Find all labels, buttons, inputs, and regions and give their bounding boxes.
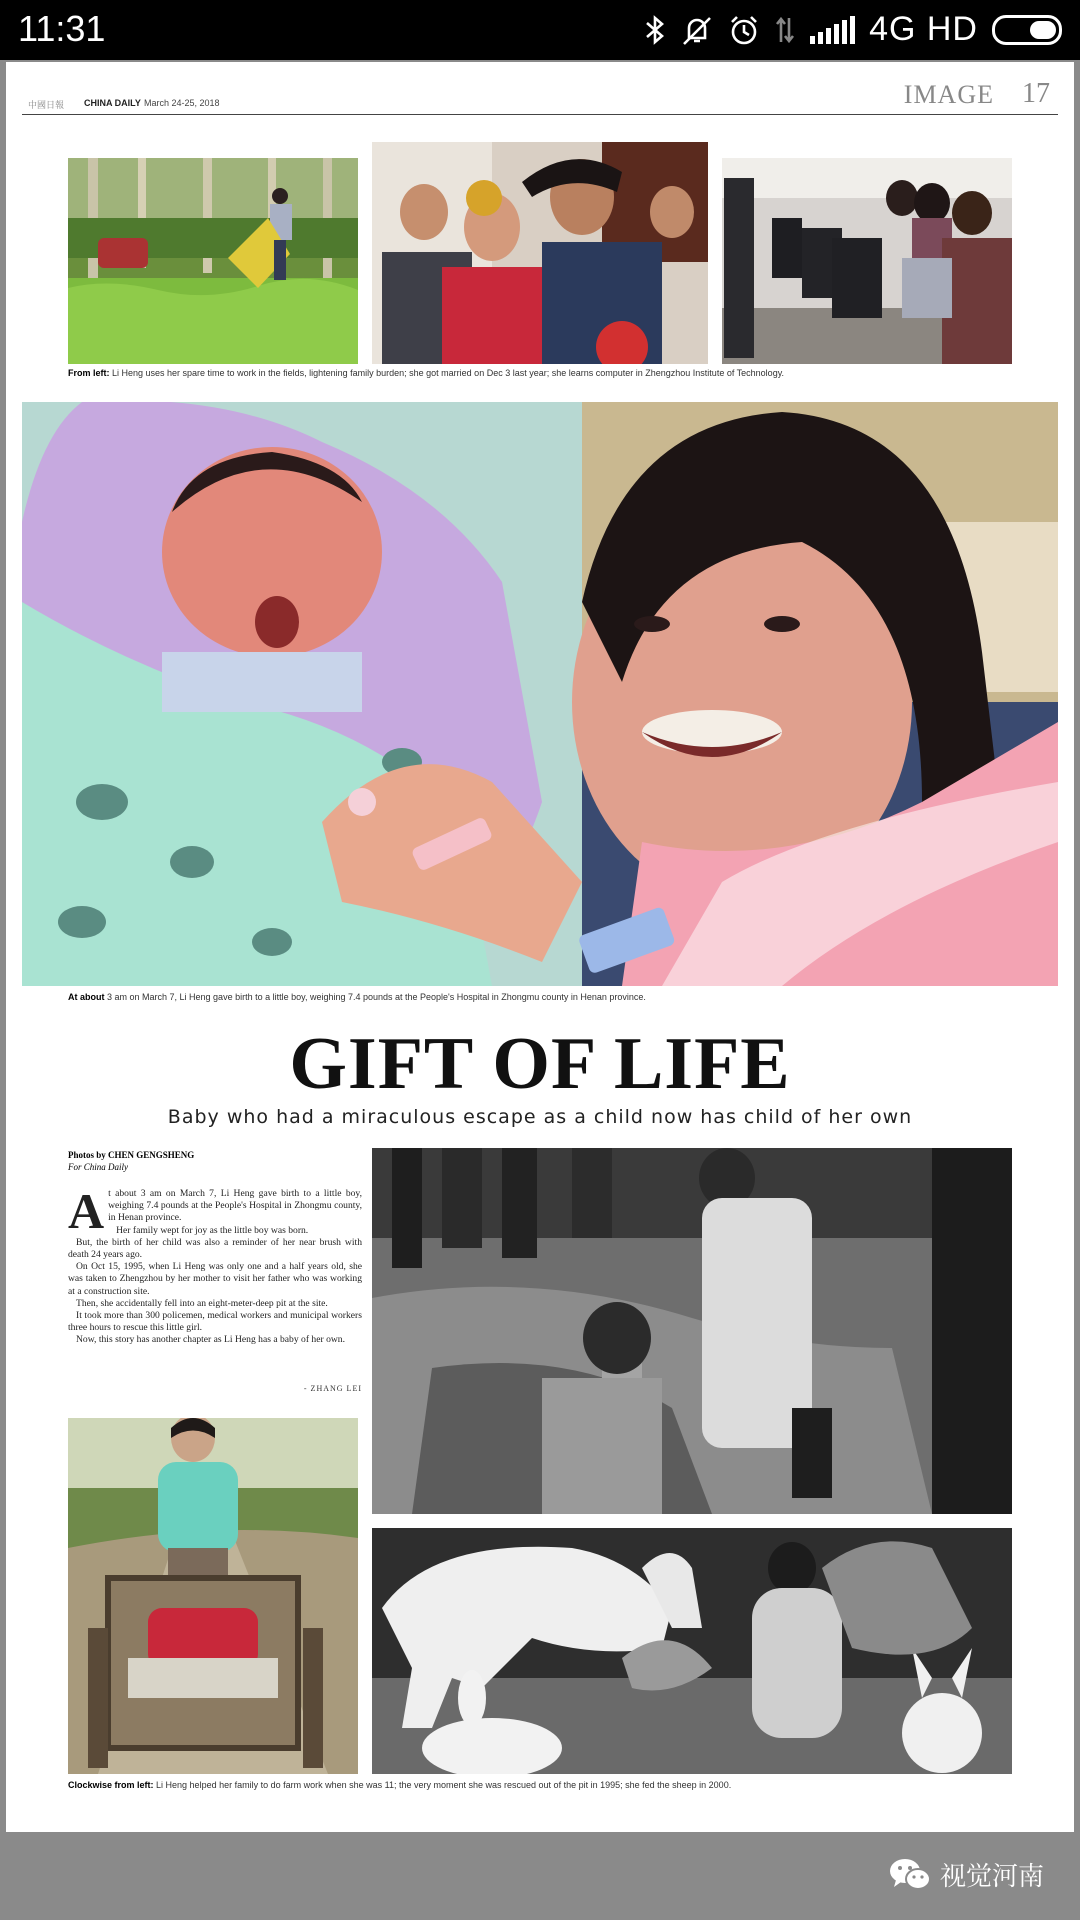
headline: GIFT OF LIFE: [289, 1023, 791, 1105]
bluetooth-icon: [644, 14, 666, 46]
story-paragraph: Her family wept for joy as the little boy was born.: [116, 1224, 309, 1236]
story-paragraph: Then, she accidentally fell into an eight-meter-deep pit at the site.: [76, 1297, 328, 1309]
page-number: 17: [1022, 78, 1050, 109]
status-icons: [644, 10, 1062, 49]
battery-icon: [992, 15, 1062, 45]
caption-text: Li Heng uses her spare time to work in the fields, lightening family burden; she got married on Dec 3 last year; she learns computer in Zhengzhou Institute of Technology.: [109, 368, 785, 378]
bottom-photos-caption: [68, 1780, 1018, 1790]
issue-date: March 24-25, 2018: [144, 98, 220, 108]
watermark-text: 视觉河南: [939, 1862, 1044, 1892]
caption-lead: From left:: [68, 368, 110, 378]
drop-cap: A: [68, 1183, 105, 1239]
story-paragraph: On Oct 15, 1995, when Li Heng was only one and a half years old, she was taken to Zhengzhou by her mother to visit her father who was working at a construction site.: [68, 1261, 362, 1297]
newspaper-page: [6, 62, 1074, 1832]
top-photos-caption: [68, 368, 1018, 378]
subhead: Baby who had a miraculous escape as a child now has child of her own: [167, 1106, 913, 1128]
story-paragraph: It took more than 300 policemen, medical workers and municipal workers three hours to rescue this little girl.: [68, 1310, 362, 1334]
signal-icon: [810, 16, 855, 44]
paper-name: CHINA DAILY: [84, 98, 141, 108]
clock: 11:31: [18, 8, 106, 49]
story-paragraph: But, the birth of her child was also a reminder of her near brush with death 24 years ago.: [68, 1236, 362, 1261]
alarm-icon: [728, 14, 760, 46]
mute-icon: [680, 14, 714, 46]
photo-feeding-sheep: [372, 1528, 1012, 1774]
wechat-icon: [888, 1857, 932, 1893]
status-bar: [0, 0, 1080, 60]
photo-farm-cart: [68, 1418, 358, 1774]
story-paragraph: Now, this story has another chapter as Li Heng has a baby of her own.: [76, 1334, 345, 1346]
section-name: IMAGE: [903, 80, 994, 109]
photo-mother-and-newborn: [22, 402, 1058, 986]
story-paragraph: t about 3 am on March 7, Li Heng gave birth to a little boy, weighing 7.4 pounds at the People's Hospital in Zhongmu county, in Henan province.: [108, 1188, 362, 1224]
photographer-credit: Photos by CHEN GENGSHENG: [68, 1150, 195, 1160]
caption-lead: At about: [68, 992, 105, 1002]
caption-lead: Clockwise from left:: [68, 1780, 154, 1790]
chinese-paper-name: 中國日報: [28, 101, 65, 111]
network-label: 4G HD: [869, 10, 978, 48]
publication-credit: For China Daily: [68, 1162, 128, 1172]
photo-pit-rescue: [372, 1148, 1012, 1514]
photo-field-work: [68, 158, 358, 364]
data-arrows-icon: [774, 14, 796, 46]
story-text: [68, 1183, 362, 1347]
main-photo-caption: [68, 992, 1018, 1002]
photo-wedding: [372, 142, 708, 364]
caption-text: 3 am on March 7, Li Heng gave birth to a little boy, weighing 7.4 pounds at the People's Hospital in Zhongmu county in Henan province.: [104, 992, 646, 1002]
watermark: [888, 1856, 1044, 1893]
caption-text: Li Heng helped her family to do farm work when she was 11; the very moment she was rescued out of the pit in 1995; she fed the sheep in 2000.: [153, 1780, 732, 1790]
photo-computer-class: [722, 158, 1012, 364]
byline: [68, 1150, 194, 1172]
story-author: - ZHANG LEI: [303, 1384, 362, 1393]
masthead: [22, 78, 1058, 115]
